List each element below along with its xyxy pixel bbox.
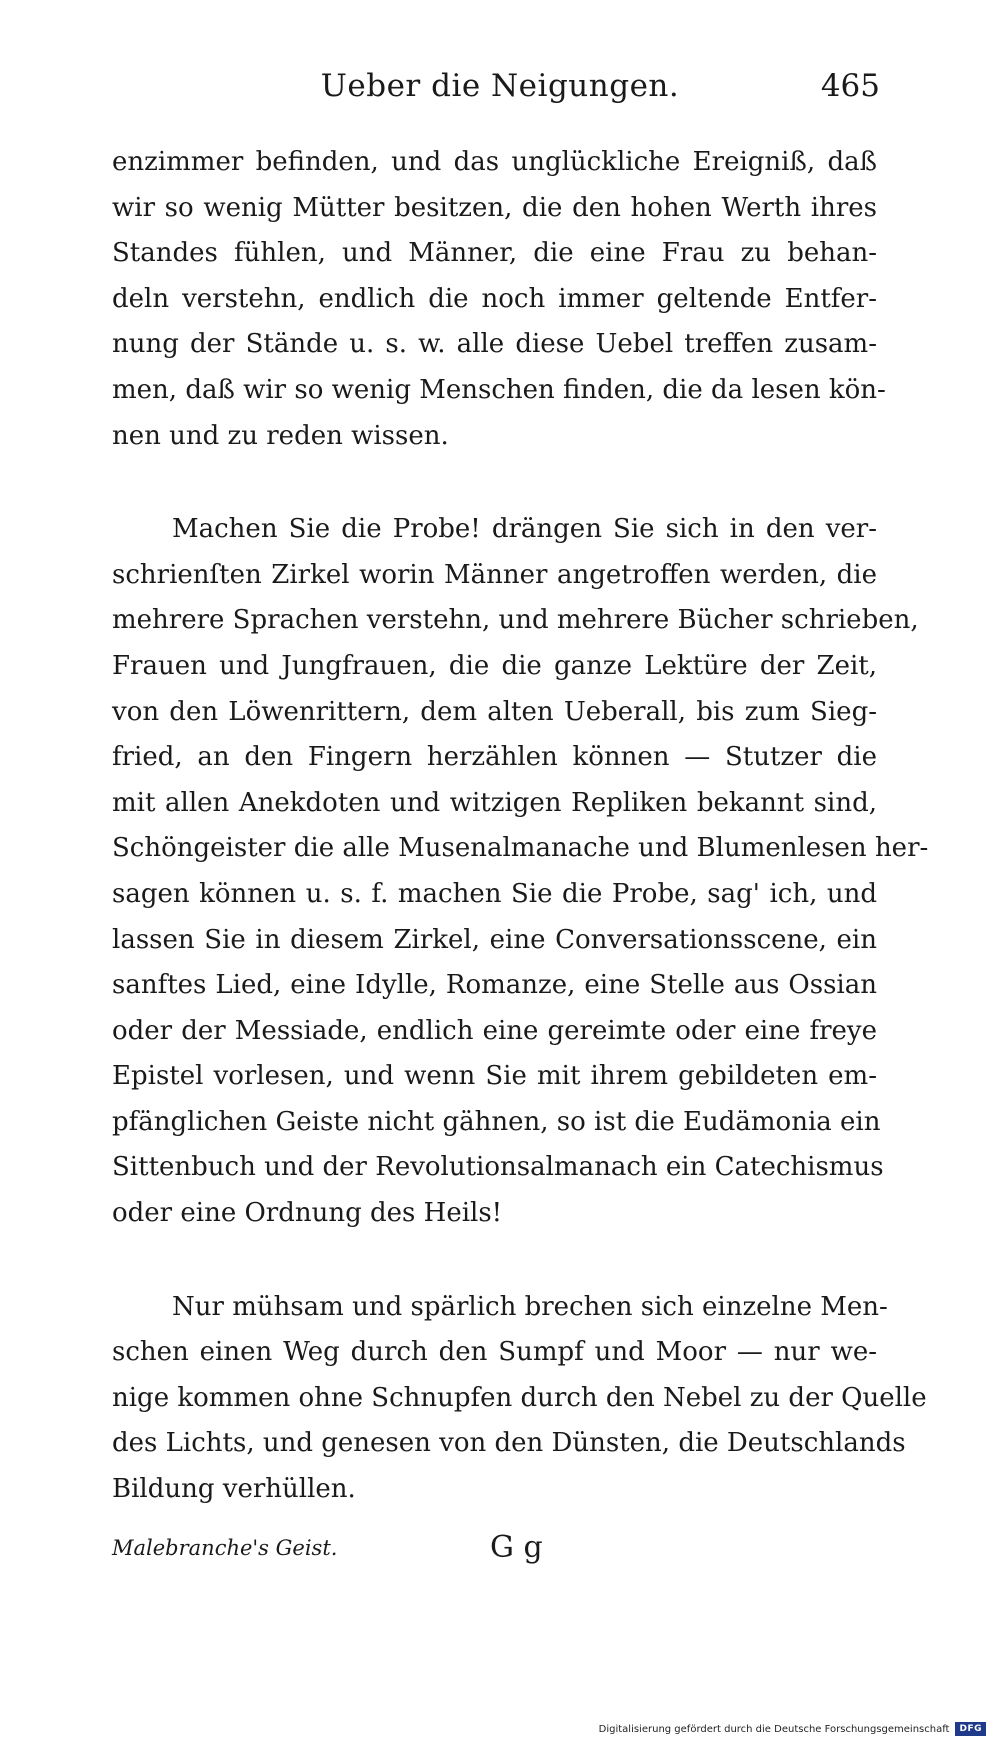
text-line: Epistel vorlesen, und wenn Sie mit ihrem gebildeten em- (112, 1061, 877, 1092)
text-line: von den Löwenrittern, dem alten Ueberall, bis zum Sieg- (112, 696, 877, 727)
body-text (112, 140, 929, 1513)
catchword: Malebranche's Geist. (112, 1536, 338, 1560)
text-line: Nur mühsam und spärlich brechen sich einzelne Men- (172, 1291, 888, 1322)
page-header (120, 68, 880, 118)
dfg-logo-icon: DFG (955, 1722, 986, 1736)
text-line: Schöngeister die alle Musenalmanache und Blumenlesen her- (112, 833, 929, 864)
paragraph-2 (112, 507, 929, 1237)
running-title: Ueber die Neigungen. (320, 68, 680, 104)
page-number: 465 (820, 68, 880, 104)
text-line: men, daß wir so wenig Menschen finden, die da lesen kön- (112, 374, 886, 405)
text-line: nung der Stände u. s. w. alle diese Uebel treffen zusam- (112, 329, 877, 360)
page-footer (112, 1530, 877, 1580)
text-line: des Lichts, und genesen von den Dünsten, die Deutschlands (112, 1428, 906, 1459)
text-line: sanftes Lied, eine Idylle, Romanze, eine Stelle aus Ossian (112, 970, 877, 1001)
text-line: nige kommen ohne Schnupfen durch den Nebel zu der Quelle (112, 1382, 927, 1413)
digitization-credit (599, 1718, 986, 1740)
text-line: fried, an den Fingern herzählen können — Stutzer die (112, 742, 877, 773)
text-line: schrienſten Zirkel worin Männer angetroffen werden, die (112, 559, 877, 590)
text-line: deln verstehn, endlich die noch immer geltende Entfer- (112, 283, 877, 314)
text-line: oder der Messiade, endlich eine gereimte oder eine freye (112, 1015, 877, 1046)
paragraph-3 (112, 1285, 927, 1513)
text-line: enzimmer befinden, und das unglückliche Ereigniß, daß (112, 147, 877, 177)
text-line: pfänglichen Geiste nicht gähnen, so ist die Eudämonia ein (112, 1106, 881, 1137)
text-line: Frauen und Jungfrauen, die die ganze Lektüre der Zeit, (112, 650, 877, 681)
text-line: Standes fühlen, und Männer, die eine Frau zu behan- (112, 238, 877, 269)
text-line: sagen können u. s. f. machen Sie die Probe, sag' ich, und (112, 878, 877, 909)
text-line: mit allen Anekdoten und witzigen Repliken bekannt sind, (112, 787, 877, 818)
text-line: nen und zu reden wissen. (112, 420, 449, 451)
text-line: oder eine Ordnung des Heils! (112, 1198, 503, 1229)
credit-text: Digitalisierung gefördert durch die Deutsche Forschungsgemeinschaft (598, 1723, 950, 1735)
text-line: Bildung verhüllen. (112, 1474, 356, 1505)
signature-mark: G g (490, 1530, 543, 1565)
text-line: schen einen Weg durch den Sumpf und Moor — nur we- (112, 1337, 877, 1368)
text-line: lassen Sie in diesem Zirkel, eine Conversationsscene, ein (112, 924, 877, 955)
text-line: Sittenbuch und der Revolutionsalmanach ein Catechismus (112, 1152, 884, 1183)
text-line: Machen Sie die Probe! drängen Sie sich in den ver- (172, 514, 877, 545)
text-line: wir so wenig Mütter besitzen, die den hohen Werth ihres (112, 192, 877, 223)
paragraph-1 (112, 140, 886, 459)
text-line: mehrere Sprachen verstehn, und mehrere Bücher schrieben, (112, 605, 919, 636)
